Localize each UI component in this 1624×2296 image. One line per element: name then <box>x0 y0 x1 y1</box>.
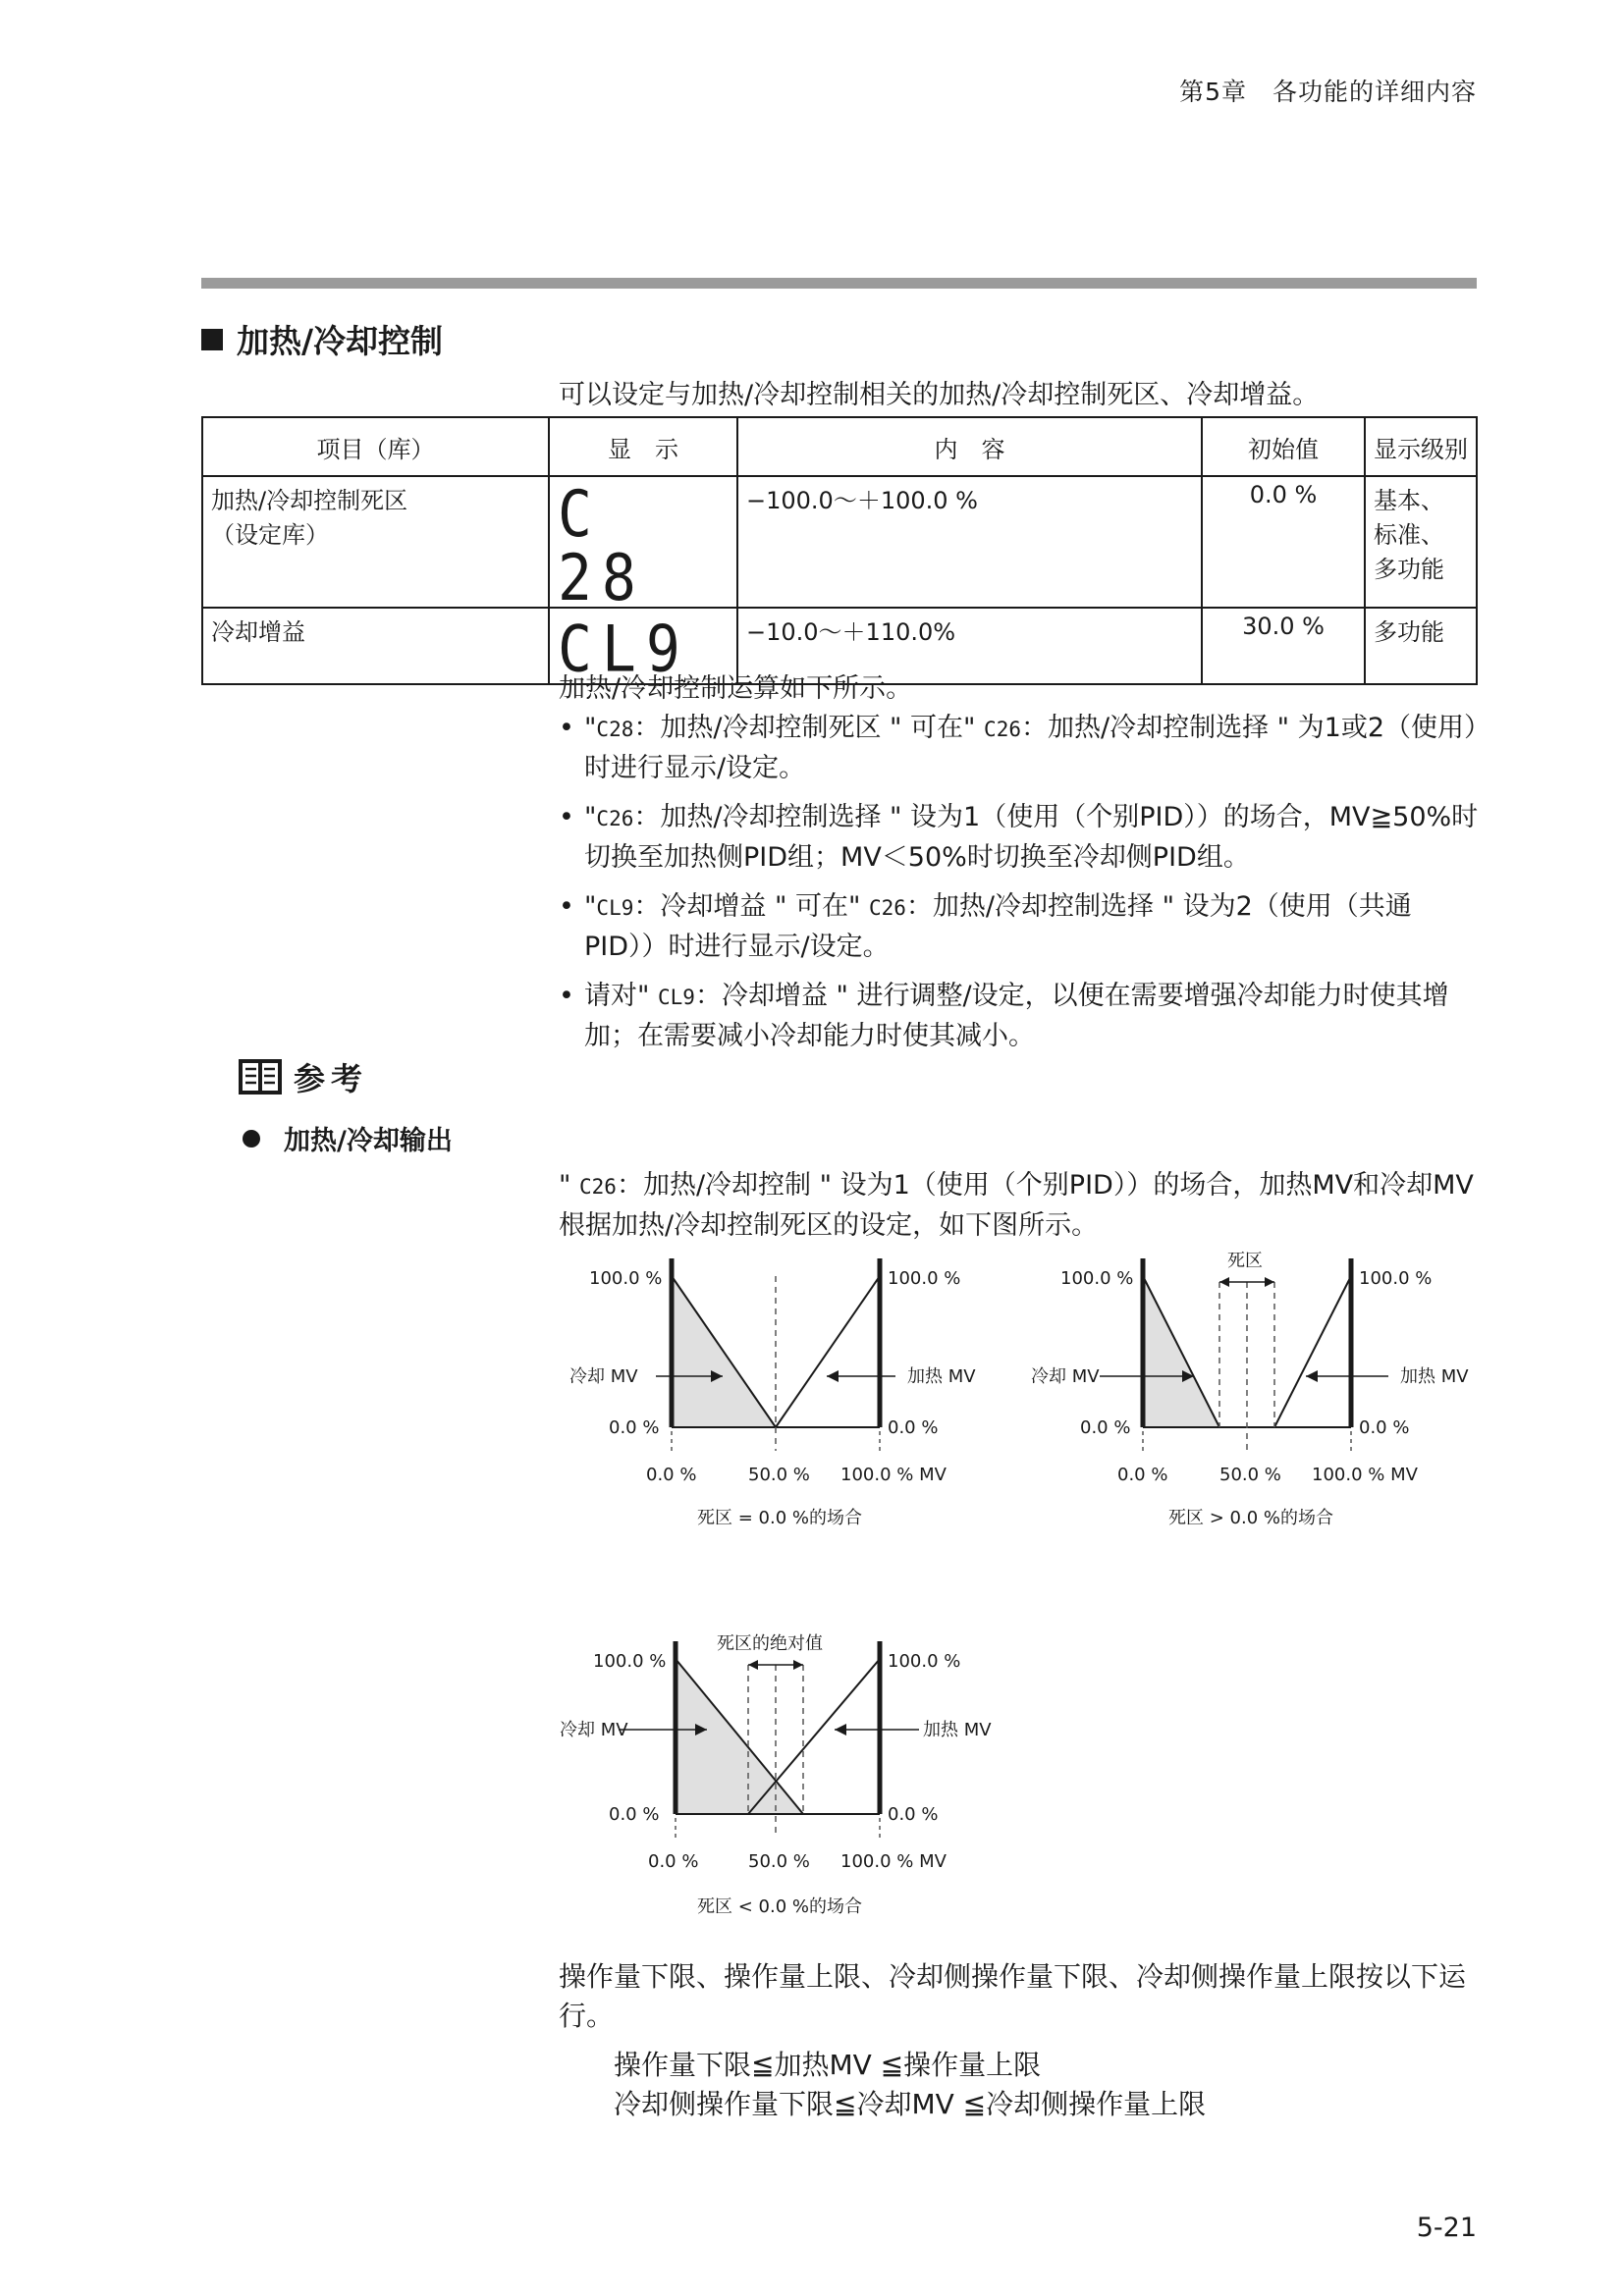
reference-label: 参考 <box>294 1060 369 1097</box>
y-label-0: 0.0 % <box>1080 1417 1131 1438</box>
cool-mv-label: 冷却 MV <box>1031 1366 1100 1387</box>
y-label-100-right: 100.0 % <box>888 1651 961 1672</box>
deadband-abs-label: 死区的绝对值 <box>717 1633 823 1654</box>
parameter-table <box>201 416 1478 685</box>
bullet-text: " <box>584 891 597 922</box>
diagram-deadband-negative <box>550 1629 1011 1924</box>
item-cell <box>202 476 549 608</box>
item-name: 加热/冷却控制死区 <box>211 487 408 514</box>
heat-line <box>776 1276 880 1427</box>
deadband-label: 死区 <box>1227 1251 1263 1271</box>
y-label-0-right: 0.0 % <box>888 1417 939 1438</box>
output-text: " <box>559 1170 580 1201</box>
arrow-head-icon <box>1219 1277 1229 1287</box>
output-text: ：加热/冷却控制 " 设为1（使用（个别PID））的场合，加热MV和冷却MV根据加热/冷却控制死区的设定，如下图所示。 <box>559 1170 1474 1241</box>
cool-mv-label: 冷却 MV <box>569 1366 638 1387</box>
square-bullet-icon <box>201 329 223 350</box>
level-cell: 多功能 <box>1365 608 1477 684</box>
display-cell <box>549 476 737 615</box>
level-line: 标准、 <box>1374 521 1444 549</box>
bullet-text: ：加热/冷却控制选择 " 为1或2（使用）时进行显示/设定。 <box>584 713 1478 783</box>
diagram-caption: 死区 < 0.0 %的场合 <box>697 1896 862 1917</box>
output-description <box>559 1166 1482 1246</box>
segment-code: CL9 <box>596 896 634 920</box>
arrow-head-icon <box>835 1724 846 1735</box>
output-title: 加热/冷却输出 <box>284 1126 453 1156</box>
arrow-head-icon <box>827 1370 839 1382</box>
segment-code: C26 <box>579 1175 617 1199</box>
x-label-50: 50.0 % <box>748 1851 810 1872</box>
chapter-header: 第5章 各功能的详细内容 <box>1179 78 1477 106</box>
heat-mv-label: 加热 MV <box>923 1720 992 1740</box>
book-icon <box>239 1057 282 1096</box>
item-bank: （设定库） <box>211 521 329 549</box>
bullet-text: 请对" <box>584 981 659 1011</box>
level-line: 多功能 <box>1374 556 1444 583</box>
x-label-100: 100.0 % MV <box>840 1465 947 1485</box>
table-row <box>202 476 1477 608</box>
y-label-100: 100.0 % <box>589 1268 663 1289</box>
bullet-dot-icon <box>243 1130 260 1148</box>
y-label-100-right: 100.0 % <box>888 1268 961 1289</box>
y-label-0-right: 0.0 % <box>1359 1417 1410 1438</box>
heat-line <box>748 1659 880 1814</box>
bullet-text: ：加热/冷却控制选择 " 设为2（使用（共通PID））时进行显示/设定。 <box>584 891 1412 962</box>
bullet-text: " <box>584 713 597 743</box>
segment-code: C26 <box>596 807 634 830</box>
list-item <box>559 709 1482 788</box>
inequality-cool: 冷却侧操作量下限≦冷却MV ≦冷却侧操作量上限 <box>614 2088 1207 2120</box>
initial-cell: 30.0 % <box>1202 608 1365 684</box>
diagram-deadband-zero <box>550 1247 1001 1541</box>
segment-code: C28 <box>596 718 634 741</box>
content-cell: −10.0～＋110.0% <box>737 608 1202 684</box>
bullet-text: ：加热/冷却控制死区 " 可在" <box>633 713 985 743</box>
y-label-0: 0.0 % <box>609 1417 660 1438</box>
x-label-100: 100.0 % MV <box>840 1851 947 1872</box>
segment-code: C26 <box>984 718 1021 741</box>
y-label-0: 0.0 % <box>609 1804 660 1825</box>
output-subheading <box>243 1119 453 1157</box>
diagram-caption: 死区 > 0.0 %的场合 <box>1168 1508 1333 1528</box>
section-title <box>201 316 443 362</box>
x-label-0: 0.0 % <box>648 1851 699 1872</box>
x-label-0: 0.0 % <box>646 1465 697 1485</box>
col-header-item: 项目（库） <box>202 417 549 476</box>
level-cell <box>1365 476 1477 608</box>
arrow-head-icon <box>1265 1277 1274 1287</box>
section-intro: 可以设定与加热/冷却控制相关的加热/冷却控制死区、冷却增益。 <box>559 380 1320 410</box>
y-label-100: 100.0 % <box>1060 1268 1134 1289</box>
cool-mv-label: 冷却 MV <box>560 1720 628 1740</box>
y-label-100: 100.0 % <box>593 1651 667 1672</box>
heat-line <box>1274 1276 1351 1427</box>
bullet-text: ：加热/冷却控制选择 " 设为1（使用（个别PID））的场合，MV≧50%时切换至加热侧PID组；MV＜50%时切换至冷却侧PID组。 <box>584 802 1479 873</box>
level-line: 基本、 <box>1374 487 1444 514</box>
col-header-content: 内 容 <box>737 417 1202 476</box>
y-label-0-right: 0.0 % <box>888 1804 939 1825</box>
list-item <box>559 887 1482 967</box>
x-label-50: 50.0 % <box>748 1465 810 1485</box>
list-item <box>559 798 1482 878</box>
x-label-0: 0.0 % <box>1117 1465 1168 1485</box>
bullet-list <box>559 709 1482 1066</box>
col-header-level: 显示级别 <box>1365 417 1477 476</box>
heat-mv-label: 加热 MV <box>907 1366 976 1387</box>
x-label-100: 100.0 % MV <box>1312 1465 1418 1485</box>
bullet-text: ：冷却增益 " 进行调整/设定，以便在需要增强冷却能力时使其增加；在需要减小冷却能力时使其减小。 <box>584 981 1449 1051</box>
col-header-initial: 初始值 <box>1202 417 1365 476</box>
bullet-text: ：冷却增益 " 可在" <box>633 891 869 922</box>
y-label-100-right: 100.0 % <box>1359 1268 1433 1289</box>
arrow-head-icon <box>793 1660 803 1670</box>
diagram-deadband-positive <box>1021 1247 1483 1541</box>
segment-display: CL9 <box>558 611 690 687</box>
arrow-head-icon <box>1306 1370 1318 1382</box>
col-header-display: 显 示 <box>549 417 737 476</box>
section-title-text: 加热/冷却控制 <box>237 322 444 360</box>
inequality-heat: 操作量下限≦加热MV ≦操作量上限 <box>614 2049 1042 2081</box>
bullet-text: " <box>584 802 597 832</box>
initial-cell: 0.0 % <box>1202 476 1365 608</box>
arrow-head-icon <box>748 1660 758 1670</box>
reference-heading <box>239 1054 368 1099</box>
item-cell: 冷却增益 <box>202 608 549 684</box>
page-number: 5-21 <box>1416 2213 1477 2243</box>
heat-mv-label: 加热 MV <box>1400 1366 1469 1387</box>
list-item <box>559 977 1482 1056</box>
diagram-caption: 死区 = 0.0 %的场合 <box>697 1508 862 1528</box>
table-header-row <box>202 417 1477 476</box>
calc-intro: 加热/冷却控制运算如下所示。 <box>559 673 913 704</box>
x-label-50: 50.0 % <box>1219 1465 1281 1485</box>
segment-code: C26 <box>868 896 906 920</box>
segment-code: CL9 <box>658 986 695 1009</box>
ops-description: 操作量下限、操作量上限、冷却侧操作量下限、冷却侧操作量上限按以下运行。 <box>559 1960 1467 2032</box>
section-divider <box>201 278 1477 289</box>
segment-display: C 28 <box>558 476 646 615</box>
content-cell: −100.0～＋100.0 % <box>737 476 1202 608</box>
